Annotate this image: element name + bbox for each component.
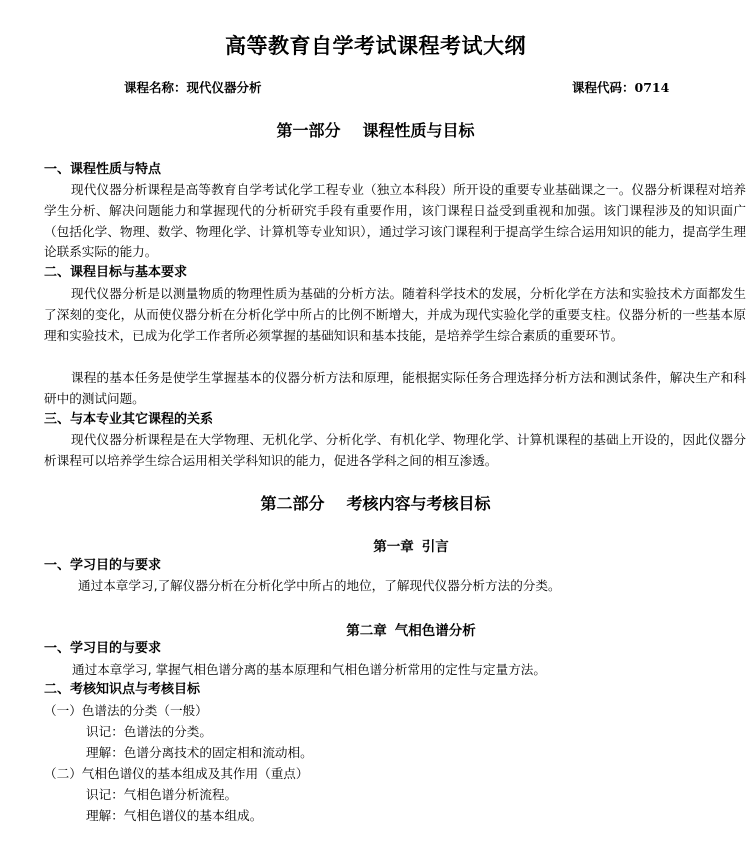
paragraph: 现代仪器分析课程是高等教育自学考试化学工程专业（独立本科段）所开设的重要专业基础课之一。仪器分析课程对培养学生分析、解决问题能力和掌握现代的分析研究手段有重要作用，该门课程日益受到重视和加强。该门课程涉及的知识面广（包括化学、物理、数学、物理化学、计算机等专业知识），通过学习该门课程利于提高学生综合运用知识的能力，提高学生理论联系实际的能力。 <box>44 182 746 260</box>
section-heading: 一、学习目的与要求 <box>44 558 162 573</box>
list-item: 理解：气相色谱仪的基本组成。 <box>86 808 263 823</box>
list-item: 理解：色谱分离技术的固定相和流动相。 <box>86 745 313 760</box>
chapter1-heading: 第一章 引言 <box>373 539 449 555</box>
paragraph: 课程的基本任务是使学生掌握基本的仪器分析方法和原理，能根据实际任务合理选择分析方法和测试条件，解决生产和科研中的测试问题。 <box>44 370 746 406</box>
subsection-heading: （一）色谱法的分类（一般） <box>44 703 208 718</box>
paragraph: 现代仪器分析是以测量物质的物理性质为基础的分析方法。随着科学技术的发展，分析化学在方法和实验技术方面都发生了深刻的变化，从而使仪器分析在分析化学中所占的比例不断增大，并成为现代实验化学的重要支柱。仪器分析的一些基本原理和实验技术，已成为化学工作者所必须掌握的基础知识和基本技能，是培养学生综合素质的重要环节。 <box>44 286 746 343</box>
subsection-heading: （二）气相色谱仪的基本组成及其作用（重点） <box>44 766 309 781</box>
chapter1-text: 通过本章学习,了解仪器分析在分析化学中所占的地位，了解现代仪器分析方法的分类。 <box>78 578 561 593</box>
section-heading: 一、课程性质与特点 <box>44 162 162 177</box>
part2-label: 第二部分 <box>260 494 325 513</box>
document-title: 高等教育自学考试课程考试大纲 <box>225 33 526 58</box>
list-item: 识记：气相色谱分析流程。 <box>86 787 238 802</box>
section-heading: 二、考核知识点与考核目标 <box>44 682 201 697</box>
part1-label: 第一部分 <box>276 121 341 140</box>
section-heading: 一、学习目的与要求 <box>44 641 162 656</box>
section-heading: 三、与本专业其它课程的关系 <box>44 412 214 427</box>
part2-title: 考核内容与考核目标 <box>346 494 491 513</box>
part1-heading <box>0 118 751 141</box>
paragraph: 现代仪器分析课程是在大学物理、无机化学、分析化学、有机化学、物理化学、计算机课程的基础上开设的，因此仪器分析课程可以培养学生综合运用相关学科知识的能力，促进各学科之间的相互渗透。 <box>44 432 746 468</box>
course-name: 课程名称：现代仪器分析 <box>124 80 262 95</box>
part2-heading <box>0 491 751 514</box>
list-item: 识记：色谱法的分类。 <box>86 724 212 739</box>
chapter2-text: 通过本章学习, 掌握气相色谱分离的基本原理和气相色谱分析常用的定性与定量方法。 <box>72 662 546 677</box>
course-code: 课程代码：0714 <box>572 80 670 95</box>
chapter2-heading: 第二章 气相色谱分析 <box>346 623 476 639</box>
section-heading: 二、课程目标与基本要求 <box>44 265 188 280</box>
part1-title: 课程性质与目标 <box>362 121 475 140</box>
